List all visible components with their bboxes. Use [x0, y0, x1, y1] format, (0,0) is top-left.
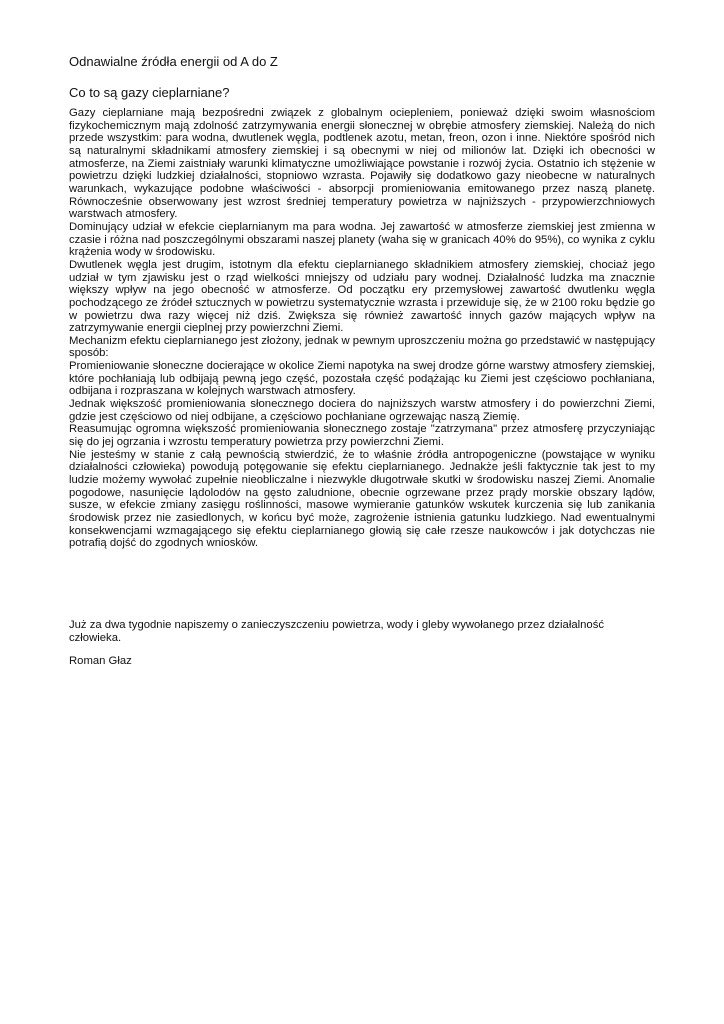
document-title: Odnawialne źródła energii od A do Z — [69, 54, 278, 69]
paragraph: Gazy cieplarniane mają bezpośredni związek z globalnym ociepleniem, ponieważ dzięki swoim własnościom fizykochemicznym mają zdolność zatrzymywania energii słonecznej w obrębie atmosfery ziemskiej. Należą do nich przede wszystkim: para wodna, dwutlenek węgla, podtlenek azotu, metan, freon, ozon i inne. Niektóre spośród nich są naturalnymi składnikami atmosfery ziemskiej i są obecnymi w niej od milionów lat. Dzięki ich obecności w atmosferze, na Ziemi zaistniały warunki klimatyczne umożliwiające powstanie i rozwój życia. Ostatnio ich stężenie w powietrzu dzięki ludzkiej działalności, stopniowo wzrasta. Pojawiły się dodatkowo gazy nieobecne w naturalnych warunkach, wykazujące podobne właściwości - absorpcji promieniowania emitowanego przez naszą planetę. Równocześnie obserwowany jest wzrost średniej temperatury powietrza w najniższych - przypowierzchniowych warstwach atmosfery. — [69, 107, 655, 221]
paragraph: Mechanizm efektu cieplarnianego jest złożony, jednak w pewnym uproszczeniu można go przedstawić w następujący sposób: — [69, 334, 655, 360]
paragraph: Jednak większość promieniowania słonecznego dociera do najniższych warstw atmosfery i do powierzchni Ziemi, gdzie jest częściowo od niej odbijane, a częściowo pochłaniane ogrzewając naszą Ziemię. — [69, 398, 655, 423]
article-body — [69, 107, 655, 550]
paragraph: Nie jesteśmy w stanie z całą pewnością stwierdzić, że to właśnie źródła antropogeniczne (powstające w wyniku działalności człowieka) powodują potęgowanie się efektu cieplarnianego. Jednakże jeśli faktycznie tak jest to my ludzie możemy wywołać zupełnie nieobliczalne i niezwykle długotrwałe skutki w środowisku naszej Ziemi. Anomalie pogodowe, nasunięcie lądolodów na gęsto zaludnione, obecnie ogrzewane przez prądy morskie obszary lądów, susze, w efekcie zmiany zasięgu roślinności, masowe wymieranie gatunków wskutek kurczenia się lub zanikania środowisk przez nie zasiedlonych, w końcu być może, zagrożenie istnienia gatunku ludzkiego. Nad ewentualnymi konsekwencjami wzmagającego się efektu cieplarnianego głowią się całe rzesze naukowców i jak dotychczas nie potrafią dojść do zgodnych wniosków. — [69, 448, 655, 550]
closing-note — [69, 619, 655, 644]
section-heading: Co to są gazy cieplarniane? — [69, 85, 230, 100]
paragraph: Dominujący udział w efekcie cieplarnianym ma para wodna. Jej zawartość w atmosferze ziemskiej jest zmienna w czasie i różna nad poszczególnymi obszarami naszej planety (waha się w granicach 40% do 95%), co wynika z cyklu krążenia wody w środowisku. — [69, 220, 655, 259]
paragraph: Promieniowanie słoneczne docierające w okolice Ziemi napotyka na swej drodze górne warstwy atmosfery ziemskiej, które pochłaniają lub odbijają pewną jego część, pozostała część podążając ku Ziemi jest częściowo pochłaniana, odbijana i rozpraszana w kolejnych warstwach atmosfery. — [69, 360, 655, 398]
paragraph: Reasumując ogromna większość promieniowania słonecznego zostaje "zatrzymana" przez atmosferę przyczyniając się do jej ogrzania i wzrostu temperatury powietrza przy powierzchni Ziemi. — [69, 423, 655, 449]
author-name: Roman Głaz — [69, 655, 132, 667]
closing-text: Już za dwa tygodnie napiszemy o zanieczyszczeniu powietrza, wody i gleby wywołanego przez działalność człowieka. — [69, 619, 604, 644]
paragraph: Dwutlenek węgla jest drugim, istotnym dla efektu cieplarnianego składnikiem atmosfery ziemskiej, chociaż jego udział w tym zjawisku jest o rząd wielkości mniejszy od udziału pary wodnej. Działalność ludzka ma znacznie większy wpływ na jego obecność w atmosferze. Od początku ery przemysłowej zawartość dwutlenku węgla pochodzącego ze źródeł sztucznych w powietrzu systematycznie wzrasta i przewiduje się, że w 2100 roku będzie go w powietrzu dwa razy więcej niż dziś. Zwiększa się również zawartość innych gazów mających wpływ na zatrzymywanie energii cieplnej przy powierzchni Ziemi. — [69, 258, 655, 335]
